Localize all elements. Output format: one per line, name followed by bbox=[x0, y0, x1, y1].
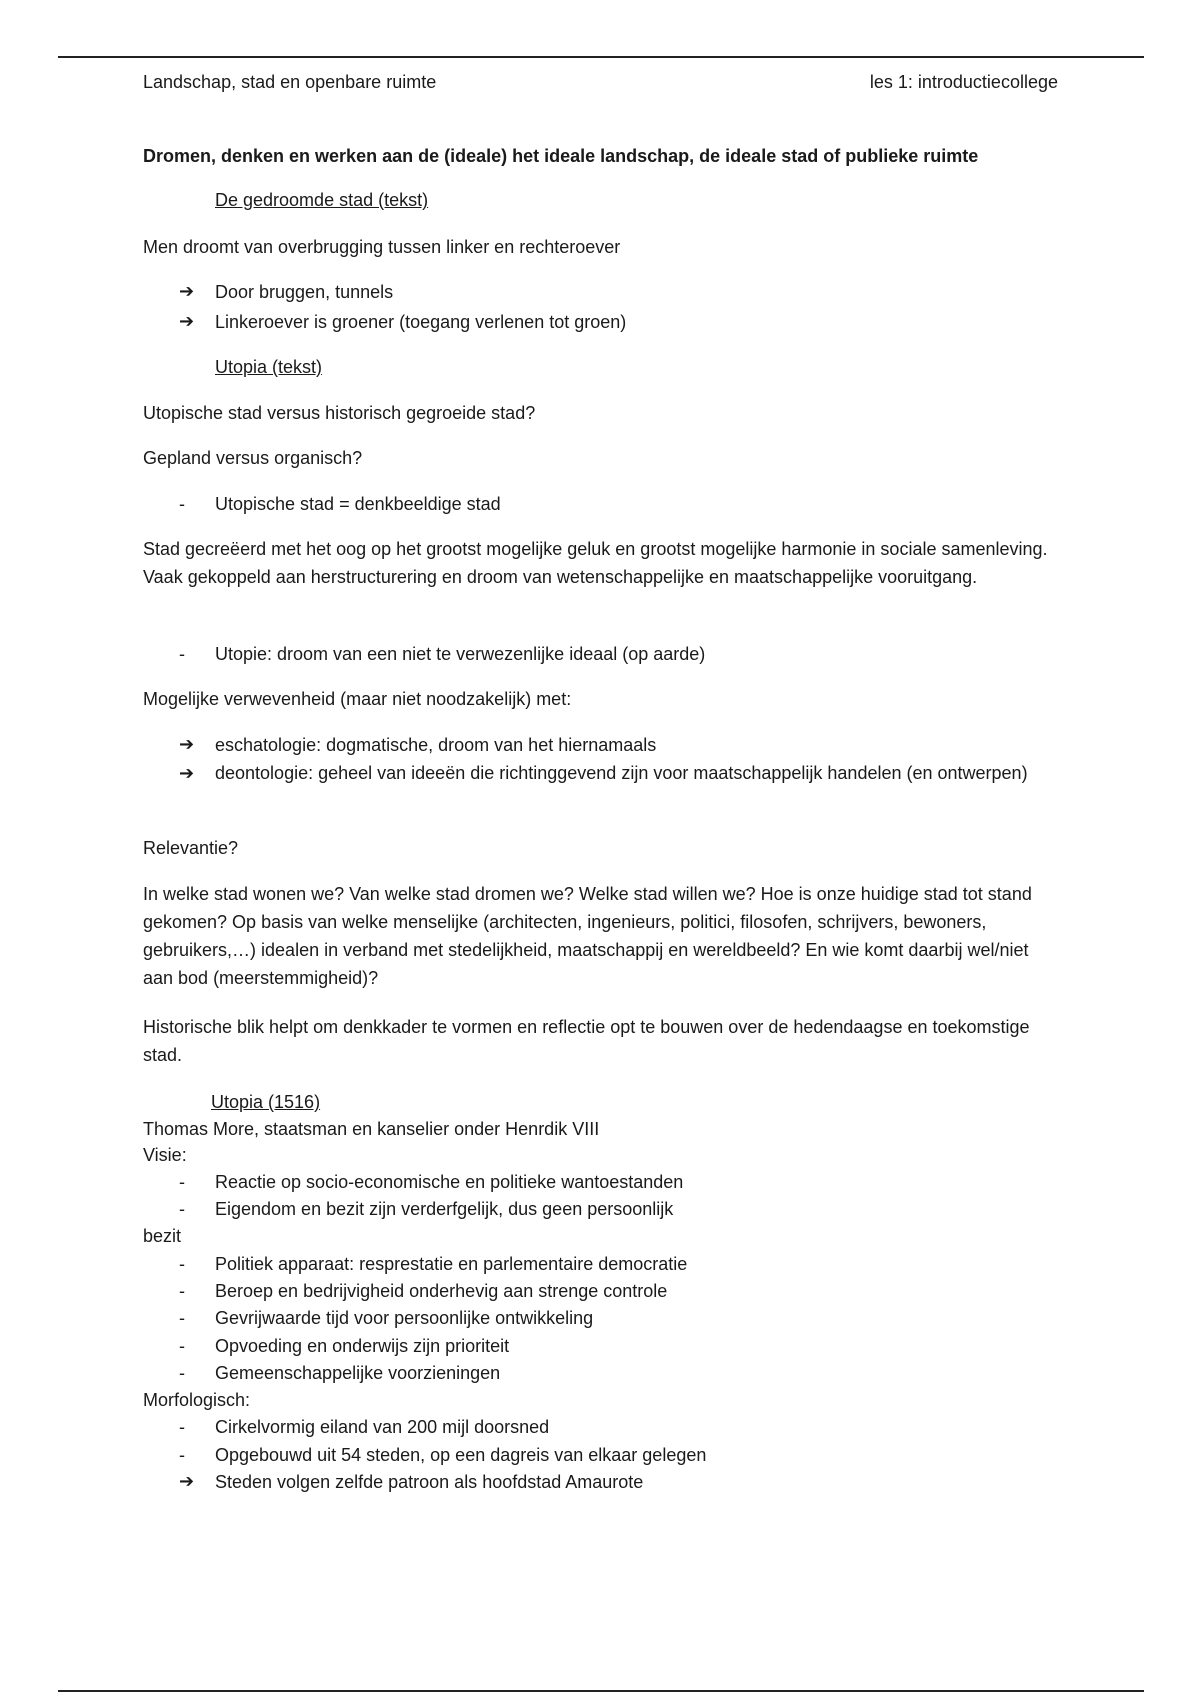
dash-icon: - bbox=[179, 644, 185, 664]
footer-rule bbox=[58, 1690, 1144, 1692]
header-rule bbox=[58, 56, 1144, 58]
list-item: Steden volgen zelfde patroon als hoofdstad Amaurote bbox=[215, 1472, 644, 1492]
list-item: Reactie op socio-economische en politieke wantoestanden bbox=[215, 1172, 684, 1192]
list-item: Opvoeding en onderwijs zijn prioriteit bbox=[215, 1336, 510, 1356]
list-item: Eigendom en bezit zijn verderfgelijk, dus geen persoonlijk bbox=[215, 1199, 674, 1219]
document-title: Dromen, denken en werken aan de (ideale) het ideale landschap, de ideale stad of publieke ruimte bbox=[143, 146, 979, 166]
dash-icon: - bbox=[179, 1445, 185, 1465]
list-item: eschatologie: dogmatische, droom van het hiernamaals bbox=[215, 735, 657, 755]
dash-icon: - bbox=[179, 1281, 185, 1301]
section-heading: Utopia (1516) bbox=[211, 1092, 321, 1112]
list-item: Linkeroever is groener (toegang verlenen tot groen) bbox=[215, 312, 627, 332]
dash-icon: - bbox=[179, 1254, 185, 1274]
paragraph: Stad gecreëerd met het oog op het grootst mogelijke geluk en grootst mogelijke harmonie in sociale samenleving. Vaak gekoppeld aan herstructurering en droom van wetenschappelijke en maatschappelijke vooruitgang. bbox=[143, 539, 1048, 587]
paragraph: Thomas More, staatsman en kanselier onder Henrdik VIII bbox=[143, 1119, 600, 1139]
arrow-icon: ➔ bbox=[179, 311, 195, 331]
paragraph: In welke stad wonen we? Van welke stad dromen we? Welke stad willen we? Hoe is onze huidige stad tot stand gekomen? Op basis van welke menselijke (architecten, ingenieurs, politici, filosofen, schrijvers, bewoners, gebruikers,…) idealen in verband met stedelijkheid, maatschappij en wereldbeeld? En wie komt daarbij wel/niet aan bod (meerstemmigheid)? bbox=[143, 884, 1032, 988]
list-item: Cirkelvormig eiland van 200 mijl doorsned bbox=[215, 1417, 550, 1437]
dash-icon: - bbox=[179, 1308, 185, 1328]
list-item: Beroep en bedrijvigheid onderhevig aan strenge controle bbox=[215, 1281, 668, 1301]
dash-icon: - bbox=[179, 1199, 185, 1219]
lesson-label: les 1: introductiecollege bbox=[869, 72, 1058, 92]
label: Visie: bbox=[143, 1145, 187, 1165]
dash-icon: - bbox=[179, 1417, 185, 1437]
list-item: Opgebouwd uit 54 steden, op een dagreis van elkaar gelegen bbox=[215, 1445, 707, 1465]
paragraph: Utopische stad versus historisch gegroeide stad? bbox=[143, 403, 536, 423]
paragraph: Men droomt van overbrugging tussen linker en rechteroever bbox=[143, 237, 621, 257]
label: Morfologisch: bbox=[143, 1390, 251, 1410]
list-item: Utopische stad = denkbeeldige stad bbox=[215, 494, 501, 514]
list-item: Door bruggen, tunnels bbox=[215, 282, 394, 302]
list-item: Politiek apparaat: resprestatie en parlementaire democratie bbox=[215, 1254, 688, 1274]
paragraph: Gepland versus organisch? bbox=[143, 448, 363, 468]
paragraph: Historische blik helpt om denkkader te vormen en reflectie opt te bouwen over de hedendaagse en toekomstige stad. bbox=[143, 1017, 1030, 1065]
paragraph: Mogelijke verwevenheid (maar niet noodzakelijk) met: bbox=[143, 689, 572, 709]
list-item: Utopie: droom van een niet te verwezenlijke ideaal (op aarde) bbox=[215, 644, 706, 664]
arrow-icon: ➔ bbox=[179, 1471, 195, 1491]
section-heading: Utopia (tekst) bbox=[215, 357, 323, 377]
dash-icon: - bbox=[179, 494, 185, 514]
arrow-icon: ➔ bbox=[179, 281, 195, 301]
list-item: deontologie: geheel van ideeën die richtinggevend zijn voor maatschappelijk handelen (en ontwerpen) bbox=[215, 763, 1028, 783]
dash-icon: - bbox=[179, 1172, 185, 1192]
dash-icon: - bbox=[179, 1336, 185, 1356]
paragraph: Relevantie? bbox=[143, 838, 239, 858]
paragraph: bezit bbox=[143, 1226, 182, 1246]
arrow-icon: ➔ bbox=[179, 763, 195, 783]
course-title: Landschap, stad en openbare ruimte bbox=[143, 72, 437, 92]
list-item: Gevrijwaarde tijd voor persoonlijke ontwikkeling bbox=[215, 1308, 594, 1328]
arrow-icon: ➔ bbox=[179, 734, 195, 754]
list-item: Gemeenschappelijke voorzieningen bbox=[215, 1363, 501, 1383]
dash-icon: - bbox=[179, 1363, 185, 1383]
section-heading: De gedroomde stad (tekst) bbox=[215, 190, 429, 210]
